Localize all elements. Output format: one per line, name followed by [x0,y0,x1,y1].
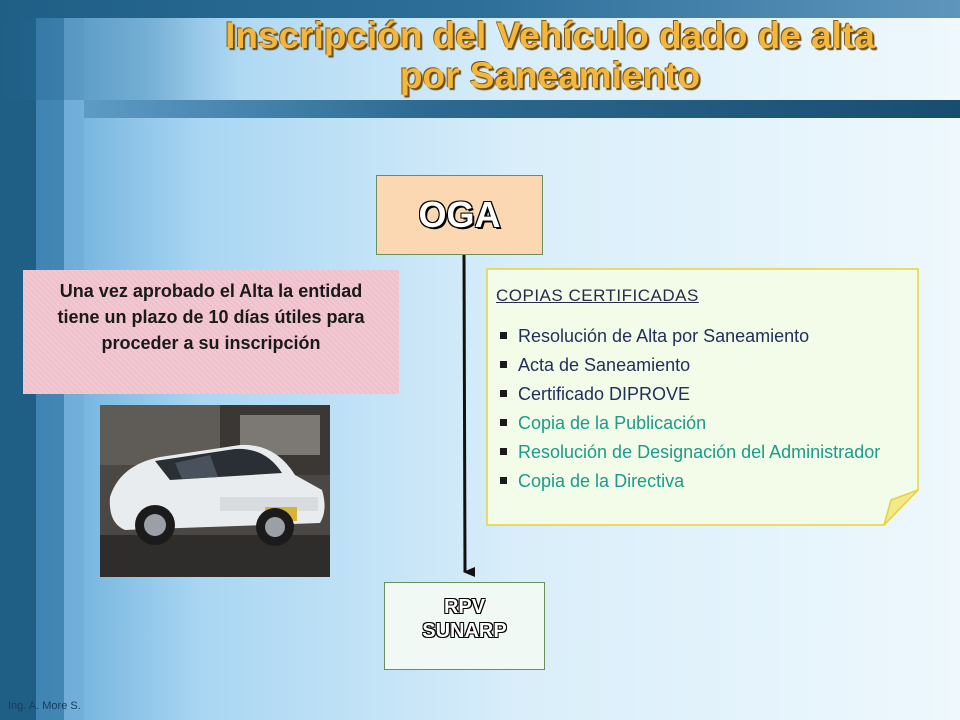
requirement-text: Copia de la Publicación [518,413,707,433]
requirement-text: Copia de la Directiva [518,471,685,491]
square-bullet-icon [500,477,507,484]
square-bullet-icon [500,419,507,426]
sunarp-label: SUNARP [422,620,507,642]
author-footer: Ing. A. More S. [8,700,81,712]
rpv-label: RPV [443,596,486,618]
requirement-item [496,351,916,380]
requirement-item [496,438,916,467]
requirement-item [496,467,916,496]
slide-title-line2: por Saneamiento [399,55,701,96]
arrow-line [464,255,465,572]
square-bullet-icon [500,332,507,339]
requirements-list [496,322,916,496]
square-bullet-icon [500,361,507,368]
requirement-text: Resolución de Alta por Saneamiento [518,326,810,346]
square-bullet-icon [500,390,507,397]
requirement-text: Certificado DIPROVE [518,384,691,404]
requirement-text: Resolución de Designación del Administrador [518,442,881,462]
slide-title-line1: Inscripción del Vehículo dado de alta [225,15,875,56]
rpv-sunarp-box [384,582,545,670]
requirement-item [496,322,916,351]
requirement-item [496,380,916,409]
requirement-item [496,409,916,438]
oga-label: OGA [418,194,501,235]
oga-box [376,175,543,255]
deadline-note: Una vez aprobado el Alta la entidad tiene un plazo de 10 días útiles para proceder a su inscripción [23,270,399,394]
requirement-text: Acta de Saneamiento [518,355,691,375]
copias-certificadas-note [486,268,919,526]
car-photo [100,405,330,577]
square-bullet-icon [500,448,507,455]
copias-title: COPIAS CERTIFICADAS [496,286,699,305]
